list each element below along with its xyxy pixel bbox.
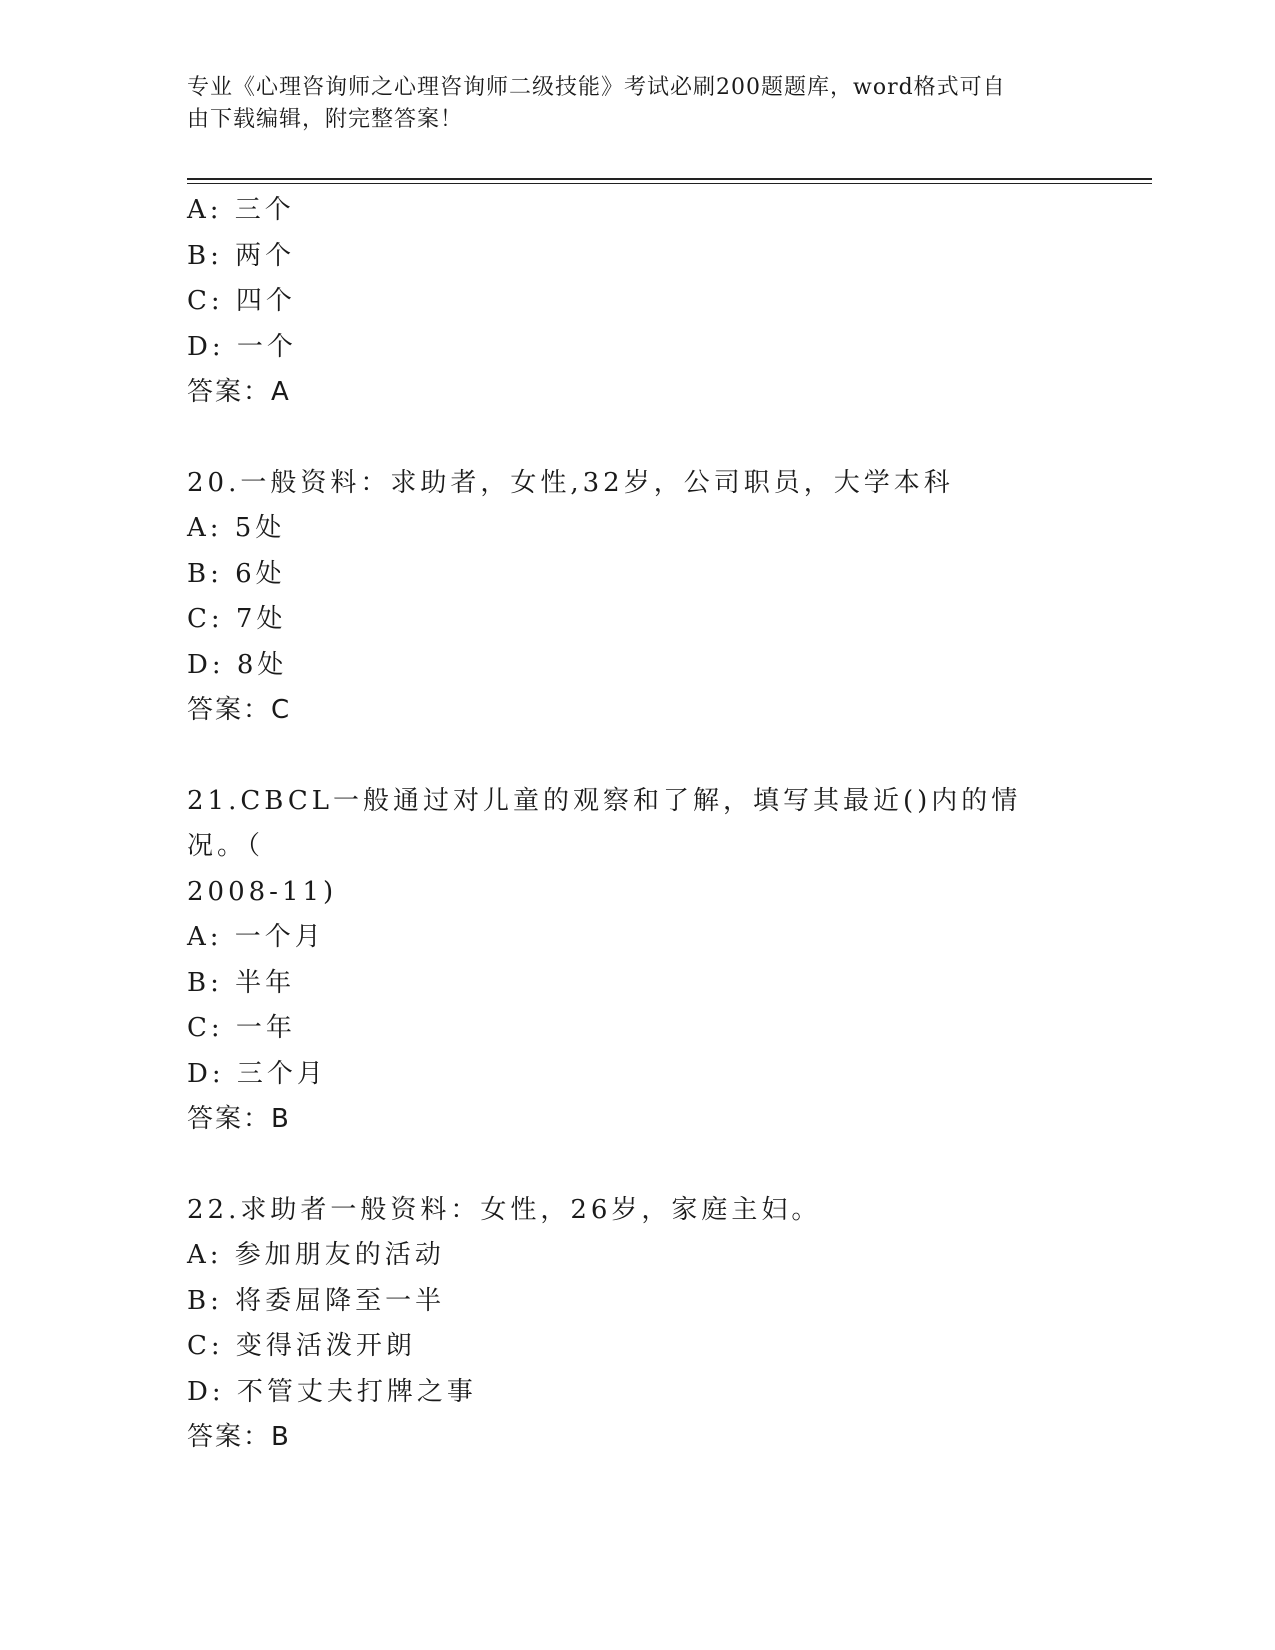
question-stem: 20.一般资料：求助者，女性,32岁，公司职员，大学本科 — [187, 467, 954, 498]
header-line-1: 专业《心理咨询师之心理咨询师二级技能》考试必刷200题题库，word格式可自 — [187, 75, 1006, 100]
option-c: C: 7处 — [187, 604, 287, 634]
option-c: C: 变得活泼开朗 — [187, 1331, 416, 1361]
option-d: D: 三个月 — [187, 1058, 327, 1089]
header-divider-thick — [187, 178, 1152, 180]
header-divider-thin — [187, 183, 1152, 184]
option-a: A: 三个 — [187, 195, 295, 225]
question-19 — [187, 188, 1067, 416]
option-a: A: 一个月 — [187, 922, 325, 952]
option-b: B: 两个 — [187, 240, 296, 271]
option-a: A: 5处 — [187, 513, 286, 543]
header-line-2: 由下载编辑，附完整答案！ — [187, 107, 464, 132]
spacer — [187, 416, 1067, 461]
spacer — [187, 734, 1067, 779]
option-b: B: 将委屈降至一半 — [187, 1285, 446, 1316]
question-stem: 22.求助者一般资料：女性，26岁，家庭主妇。 — [187, 1194, 822, 1225]
option-c: C: 四个 — [187, 286, 296, 316]
spacer — [187, 1143, 1067, 1188]
option-d: D: 一个 — [187, 331, 297, 362]
question-list — [187, 188, 1067, 1461]
answer-line: 答案：A — [187, 377, 291, 407]
answer-line: 答案：C — [187, 695, 292, 725]
option-c: C: 一年 — [187, 1013, 296, 1043]
answer-line: 答案：B — [187, 1422, 291, 1452]
option-a: A: 参加朋友的活动 — [187, 1240, 445, 1270]
option-b: B: 半年 — [187, 967, 296, 998]
option-b: B: 6处 — [187, 558, 286, 589]
option-d: D: 不管丈夫打牌之事 — [187, 1376, 477, 1407]
answer-line: 答案：B — [187, 1104, 291, 1134]
question-20 — [187, 461, 1067, 734]
document-header — [187, 72, 1067, 136]
question-21 — [187, 779, 1067, 1143]
question-stem-line-1: 21.CBCL一般通过对儿童的观察和了解，填写其最近()内的情况。（ — [187, 785, 1022, 861]
question-22 — [187, 1188, 1067, 1461]
option-d: D: 8处 — [187, 649, 288, 680]
question-stem-line-2: 2008-11) — [187, 876, 338, 907]
